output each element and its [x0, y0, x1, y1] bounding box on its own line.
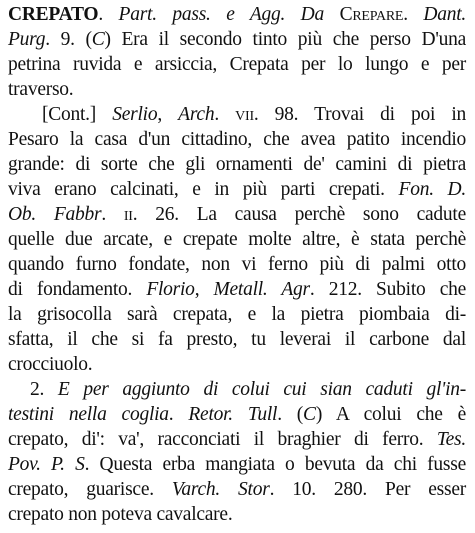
entry-line-7: grande: di sorte che gli ornamenti de' camini di pietra	[8, 154, 466, 175]
entry-line-2: Purg. 9. (C) Era il secondo tinto più che perso D'una	[8, 29, 466, 50]
entry-line-11: quando furno fondate, non vi ferno più di palmi otto	[8, 254, 466, 275]
entry-line-21: crepato non poteva cavalcare.	[8, 504, 233, 525]
entry-line-3: petrina ruvida e arsiccia, Crepata per lo lungo e per	[8, 54, 466, 75]
entry-line-17: testini nella coglia. Retor. Tull. (C) A colui che è	[8, 404, 466, 425]
entry-line-19: Pov. P. S. Questa erba mangiata o bevuta da chi fusse	[8, 454, 466, 475]
entry-line-9: Ob. Fabbr. ii. 26. La causa perchè sono cadute	[8, 204, 466, 225]
headword: CREPATO	[8, 4, 99, 25]
entry-line-5: [Cont.] Serlio, Arch. vii. 98. Trovai di poi in	[42, 104, 467, 125]
entry-line-14: sfatta, il che si fa presto, tu leverai il carbone dal	[8, 329, 466, 350]
entry-line-16: 2. E per aggiunto di colui cui sian caduti gl'in-	[30, 379, 467, 400]
entry-line-15: crocciuolo.	[8, 354, 93, 375]
entry-line-8: viva erano calcinati, e in più parti crepati. Fon. D.	[8, 179, 467, 200]
entry-line-12: di fondamento. Florio, Metall. Agr. 212. Subito che	[8, 279, 466, 300]
entry-line-6: Pesaro la casa d'un cittadino, che avea patito incendio	[8, 129, 466, 150]
entry-line-13: la grisocolla sarà crepata, e la pietra piombaia di-	[8, 304, 466, 325]
entry-line-20: crepato, guarisce. Varch. Stor. 10. 280. Per esser	[8, 479, 466, 500]
entry-line-4: traverso.	[8, 79, 74, 100]
entry-line-18: crepato, di': va', racconciati il braghier di ferro. Tes.	[8, 429, 466, 450]
entry-line-1: CREPATO. Part. pass. e Agg. Da Crepare. Dant.	[8, 4, 467, 25]
entry-line-10: quelle due arcate, e crepate molte altre, è stata perchè	[8, 229, 466, 250]
